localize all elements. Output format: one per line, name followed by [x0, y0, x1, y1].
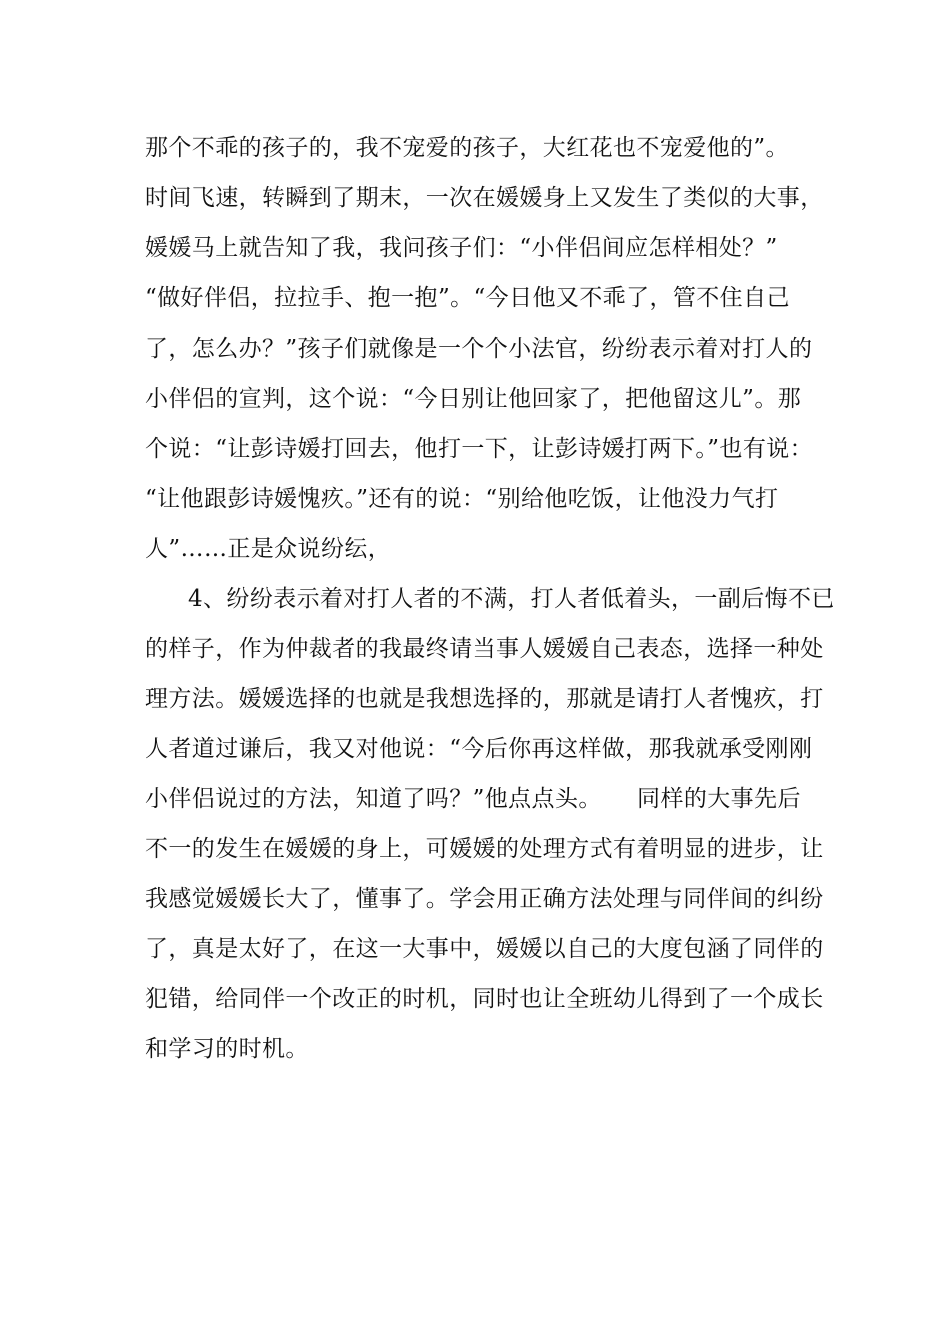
text-line: 和学习的时机。	[145, 1036, 309, 1062]
text-line: 我感觉媛媛长大了，懂事了。学会用正确方法处理与同伴间的纠纷	[145, 886, 824, 912]
text-line: 理方法。媛媛选择的也就是我想选择的，那就是请打人者愧疚，打	[145, 686, 824, 712]
text-line: 媛媛马上就告知了我，我问孩子们：“小伴侣间应怎样相处？”	[145, 235, 778, 261]
text-line: 小伴侣的宣判，这个说：“今日别让他回家了，把他留这儿”。那	[145, 386, 802, 412]
text-line: 那个不乖的孩子的，我不宠爱的孩子，大红花也不宠爱他的”。	[145, 135, 789, 161]
text-line: 了，怎么办？”孩子们就像是一个个小法官，纷纷表示着对打人的	[145, 336, 813, 362]
text-line: 犯错，给同伴一个改正的时机，同时也让全班幼儿得到了一个成长	[145, 986, 824, 1012]
text-line: 了，真是太好了，在这一大事中，媛媛以自己的大度包涵了同伴的	[145, 936, 824, 962]
text-line: 不一的发生在媛媛的身上，可媛媛的处理方式有着明显的进步，让	[145, 836, 824, 862]
text-line: 个说：“让彭诗媛打回去，他打一下，让彭诗媛打两下。”也有说：	[145, 436, 814, 462]
text-line: 人者道过谦后，我又对他说：“今后你再这样做，那我就承受刚刚	[145, 736, 813, 762]
text-line: “让他跟彭诗媛愧疚。”还有的说：“别给他吃饭，让他没力气打	[145, 486, 779, 512]
text-line: 时间飞速，转瞬到了期末，一次在媛媛身上又发生了类似的大事，	[145, 185, 824, 211]
paragraph-first-line: 4、纷纷表示着对打人者的不满，打人者低着头，一副后悔不已	[188, 586, 835, 612]
text-line: 的样子，作为仲裁者的我最终请当事人媛媛自己表态，选择一种处	[145, 636, 824, 662]
text-line: 小伴侣说过的方法，知道了吗？”他点点头。 同样的大事先后	[145, 786, 801, 812]
text-line: “做好伴侣，拉拉手、抱一抱”。“今日他又不乖了，管不住自己	[145, 285, 790, 311]
text-line: 人”……正是众说纷纭，	[145, 536, 392, 562]
